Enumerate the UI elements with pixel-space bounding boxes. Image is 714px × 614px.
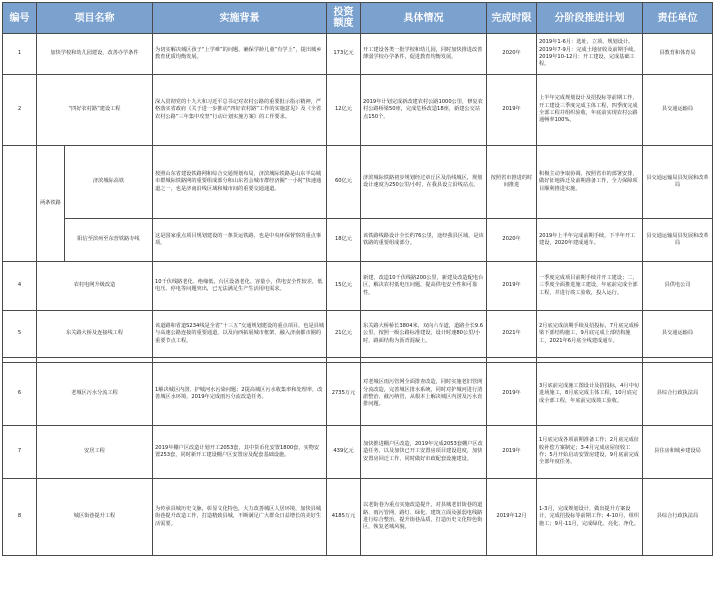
- cell-name[interactable]: “四好农村路”建设工程: [37, 75, 153, 146]
- cell-deadline[interactable]: 2020年: [487, 34, 537, 75]
- cell-plan[interactable]: 1月底完成各项前期准备工作；2月底完成征收补偿方案制定；3-4月完成房屋征收工作；5月开始启动安置房建设，9月底前完成全部年度任务。: [537, 426, 643, 479]
- table-row: [3, 479, 713, 556]
- header-deadline[interactable]: 完成时限: [487, 3, 537, 34]
- cell-deadline[interactable]: 2019年: [487, 426, 537, 479]
- cell-deadline[interactable]: 2021年: [487, 311, 537, 358]
- cell-plan[interactable]: 1-3月，完成规划设计，做出提升方案设计，完成招投标等前期工作；4-10月，组织施工；9月-11月，完成绿化、亮化、净化。: [537, 479, 643, 556]
- cell-background[interactable]: 为切实解决城区孩子“上学难”的问题，确保学龄儿童“有学上”，提出城乡教育优质均衡发展。: [153, 34, 327, 75]
- cell-name[interactable]: 加快学校和幼儿园建设，改善办学条件: [37, 34, 153, 75]
- cell-background[interactable]: 2019年棚户区改造计划开工2053套，其中货币化安置1800套，实物安置253套，同时新开工建设棚户区安置房及配套基础设施。: [153, 426, 327, 479]
- cell-no[interactable]: 5: [3, 311, 37, 358]
- cell-deadline[interactable]: 按照省市推进的时间推进: [487, 146, 537, 219]
- cell-plan[interactable]: 积极主动争取协调，按照省市的部署安排，做好征地拆迁及前期准备工作，全力保障项目顺利推进实施。: [537, 146, 643, 219]
- table-row: [3, 219, 713, 262]
- cell-details[interactable]: 加快推进棚户区改造，2019年完成2053套棚户区改造任务，以及加快已开工安置房项目建设进度，加快安置房回迁工作，同时做好市政配套设施建设。: [361, 426, 487, 479]
- cell-unit[interactable]: 县综合行政执法局: [643, 479, 713, 556]
- header-name[interactable]: 项目名称: [37, 3, 153, 34]
- cell-details[interactable]: 以老街巷为重点实施改造提升，对县城老旧街巷的道路、雨污管网、路灯、绿化、建筑立面及强弱电线路进行综合整治，提升街巷品质，打造历史文化特色街区，恢复老城风貌。: [361, 479, 487, 556]
- cell-deadline[interactable]: 2019年: [487, 363, 537, 426]
- table-row: [3, 75, 713, 146]
- cell-details[interactable]: 东关路大桥桥长3804米，双向六车道，道路全长9.6公里，按照一级公路标准建设，设计时速80公里/小时，路面结构为沥青混凝土。: [361, 311, 487, 358]
- cell-details[interactable]: 该铁路线路设计全长约76公里，途经我县区域，是该铁路的重要组成部分。: [361, 219, 487, 262]
- cell-background[interactable]: 这是国家重点项目规划建设的一条货运铁路，也是中央环保督察的重点事项。: [153, 219, 327, 262]
- cell-details[interactable]: 对老城区雨污管网全面排查改造，同时实施老旧管网分流改造，完善城区排水系统，同时对护城河进行清淤整治、截污纳管，从根本上解决城区内涝及污水直排问题。: [361, 363, 487, 426]
- cell-invest[interactable]: 4185万元: [327, 479, 361, 556]
- cell-no[interactable]: 1: [3, 34, 37, 75]
- cell-deadline[interactable]: 2019年12月: [487, 479, 537, 556]
- cell-invest[interactable]: 2735万元: [327, 363, 361, 426]
- cell-deadline[interactable]: 2019年: [487, 262, 537, 311]
- header-row: [3, 3, 713, 34]
- cell-no[interactable]: 6: [3, 363, 37, 426]
- header-no[interactable]: 编号: [3, 3, 37, 34]
- cell-details[interactable]: 新建、改造10千伏线路200公里，新建及改造配电台区，解决农村低电压问题，提高供电安全性和可靠性。: [361, 262, 487, 311]
- cell-subname[interactable]: 济滨城际高铁: [65, 146, 153, 219]
- cell-no[interactable]: 2: [3, 75, 37, 146]
- cell-background[interactable]: 为传承县城历史文脉，彰显文化特色，大力改善城区人居环境，加快县城街巷提升改造工作，打造精致县城，不断满足广大群众日益增长的美好生活需要。: [153, 479, 327, 556]
- cell-details[interactable]: 2019年计划完成新改建农村公路1000公里，修复农村公路桥梁50座，完成危桥改造18座，新建公交站点150个。: [361, 75, 487, 146]
- cell-invest[interactable]: 173亿元: [327, 34, 361, 75]
- cell-deadline[interactable]: 2020年: [487, 219, 537, 262]
- cell-unit[interactable]: 县交通运输局县发展和改革局: [643, 219, 713, 262]
- cell-plan[interactable]: 2019年上半年完成前期手续，下半年开工建设，2020年建成通车。: [537, 219, 643, 262]
- cell-plan[interactable]: 3月底前完成施工图设计及招投标，4月中旬进场施工，8月底完成主体工程，10月底完成全部工程，年底前完成竣工验收。: [537, 363, 643, 426]
- cell-details[interactable]: 济滨城际铁路初步规划经过章丘区及沿线城区，规划设计速度为250公里/小时，在我县设立沿线站点。: [361, 146, 487, 219]
- cell-background[interactable]: 1解决城区内涝、护城河水污染问题；2提高城区污水收集率和处理率，改善城区水环境，2019年完成雨污分流改造任务。: [153, 363, 327, 426]
- cell-no[interactable]: 8: [3, 479, 37, 556]
- project-table: [2, 2, 713, 556]
- header-details[interactable]: 具体情况: [361, 3, 487, 34]
- cell-plan[interactable]: 2019年1-6月：选址、立项、规划设计。2019年7-9月：完成土地征收及前期手续。2019年10-12月：开工建设，完成基础工程。: [537, 34, 643, 75]
- cell-plan[interactable]: 一季度完成项目前期手续并开工建设；二、三季度全面推进施工建设，年底前完成全部工程，并进行竣工验收，投入运行。: [537, 262, 643, 311]
- cell-details[interactable]: 开工建设各类一批学校和幼儿园，同时加快推进改善薄弱学校办学条件，促进教育均衡发展。: [361, 34, 487, 75]
- cell-plan[interactable]: 2月底完成前期手续及招投标，7月底完成桥梁下部结构施工，9月底完成上部结构施工，2021年6月底全线建成通车。: [537, 311, 643, 358]
- cell-no[interactable]: 7: [3, 426, 37, 479]
- cell-invest[interactable]: 60亿元: [327, 146, 361, 219]
- cell-invest[interactable]: 12亿元: [327, 75, 361, 146]
- table-row: [3, 34, 713, 75]
- cell-name[interactable]: 东关路大桥及连接线工程: [37, 311, 153, 358]
- table-row: [3, 363, 713, 426]
- cell-no[interactable]: [3, 146, 37, 262]
- header-unit[interactable]: 责任单位: [643, 3, 713, 34]
- cell-invest[interactable]: 21亿元: [327, 311, 361, 358]
- cell-deadline[interactable]: 2019年: [487, 75, 537, 146]
- cell-background[interactable]: 10千伏线路老化、绝缘低，台区设备老化、容量小，供电安全性较差，低电压、停电等问题突出，已无法满足生产生活用电需求。: [153, 262, 327, 311]
- cell-invest[interactable]: 15亿元: [327, 262, 361, 311]
- cell-unit[interactable]: 县交通运输局县发展和改革局: [643, 146, 713, 219]
- cell-name[interactable]: 两条铁路: [37, 146, 65, 262]
- cell-invest[interactable]: 439亿元: [327, 426, 361, 479]
- table-row: [3, 262, 713, 311]
- cell-background[interactable]: 深入贯彻党的十九大和习近平总书记对农村公路的重要批示指示精神，严格落实省政府《关于进一步推动“四好农村路”工作的实施意见》及《全省农村公路“三年集中攻坚”行动计划实施方案》的工作要求。: [153, 75, 327, 146]
- cell-unit[interactable]: 县住房和城乡建设局: [643, 426, 713, 479]
- cell-unit[interactable]: 县教育和体育局: [643, 34, 713, 75]
- cell-background[interactable]: 该道路和省道S234线是全省“十三五”交通规划建设的重点项目，也是县城与高速公路连接的重要通道，以及向西拓展城市框架、融入济南都市圈的重要节点工程。: [153, 311, 327, 358]
- cell-name[interactable]: 农村电网升级改造: [37, 262, 153, 311]
- header-invest[interactable]: 投资额度: [327, 3, 361, 34]
- cell-unit[interactable]: 县交通运输局: [643, 75, 713, 146]
- header-plan[interactable]: 分阶段推进计划: [537, 3, 643, 34]
- table-row: [3, 311, 713, 358]
- cell-no[interactable]: 4: [3, 262, 37, 311]
- cell-unit[interactable]: 县综合行政执法局: [643, 363, 713, 426]
- cell-unit[interactable]: 县交通运输局: [643, 311, 713, 358]
- header-background[interactable]: 实施背景: [153, 3, 327, 34]
- cell-unit[interactable]: 县供电公司: [643, 262, 713, 311]
- cell-invest[interactable]: 18亿元: [327, 219, 361, 262]
- cell-plan[interactable]: 上半年完成规划设计及招投标等前期工作，开工建设三季度完成主体工程，四季度完成全部工程并组织验收，年底前实现农村公路通畅率100%。: [537, 75, 643, 146]
- table-row: [3, 146, 713, 219]
- cell-subname[interactable]: 阳信至滨州至东营铁路专线: [65, 219, 153, 262]
- cell-background[interactable]: 按照山东省建设铁路网和综合交通规划布局，济滨城际铁路是山东半岛城市群城际铁路网的重要组成部分和山东省会城市群经济圈“一小时”快速通道之一，也是济南沿线区域和城市间的重要交通通道。: [153, 146, 327, 219]
- cell-name[interactable]: 老城区污水分流工程: [37, 363, 153, 426]
- cell-name[interactable]: 城区街巷提升工程: [37, 479, 153, 556]
- table-row: [3, 426, 713, 479]
- spreadsheet: [2, 2, 712, 556]
- cell-name[interactable]: 安居工程: [37, 426, 153, 479]
